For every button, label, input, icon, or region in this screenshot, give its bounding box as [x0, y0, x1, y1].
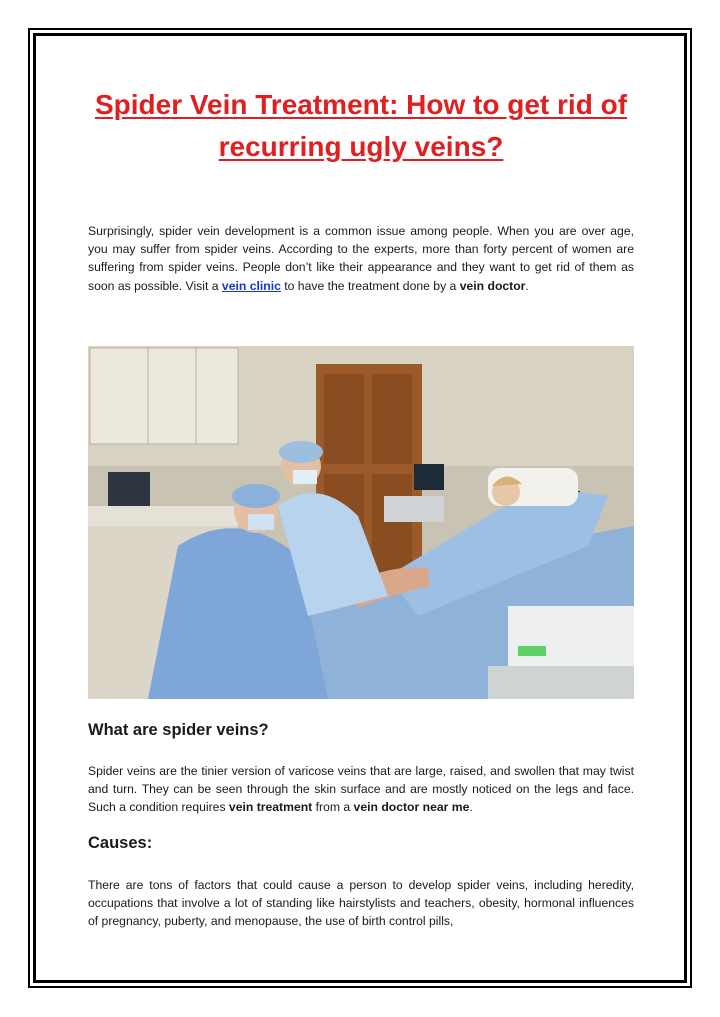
causes-paragraph: There are tons of factors that could cause a person to develop spider veins, including heredity, occupations that involve a lot of standing like hairstylists and teachers, obesity, hormonal influences of pregnancy, puberty, and menopause, the use of birth control pills,: [88, 878, 634, 929]
vein-clinic-link[interactable]: vein clinic: [221, 278, 281, 293]
section-heading-what: What are spider veins?: [88, 721, 269, 739]
vein-treatment-bold: vein treatment: [228, 800, 313, 815]
intro-end: .: [525, 278, 529, 293]
vein-doctor-near-me-bold: vein doctor near me: [353, 800, 470, 815]
what-paragraph: [88, 762, 634, 817]
treatment-room-photo: [88, 346, 634, 699]
vein-doctor-bold: vein doctor: [459, 278, 526, 293]
section-heading-causes: Causes:: [88, 834, 153, 852]
intro-paragraph: [88, 222, 634, 295]
what-text: Spider veins are the tinier version of varicose veins that are large, raised, and swollen that may twist and turn. They can be seen through the skin surface and are mostly noticed on the legs and face. Such a condition requires: [88, 764, 634, 815]
intro-text-2: to have the treatment done by a: [280, 278, 460, 293]
treatment-photo-illustration: [88, 346, 634, 699]
what-end: .: [469, 800, 473, 815]
intro-text: Surprisingly, spider vein development is a common issue among people. When you are over age, you may suffer from spider veins. According to the experts, more than forty percent of women are suffering from spider veins. People don’t like their appearance and they want to get rid of them as soon as possible. Visit a: [88, 224, 634, 293]
article-body: [88, 84, 634, 929]
article-title: Spider Vein Treatment: How to get rid of recurring ugly veins?: [94, 89, 628, 162]
what-text-mid: from a: [312, 800, 354, 815]
